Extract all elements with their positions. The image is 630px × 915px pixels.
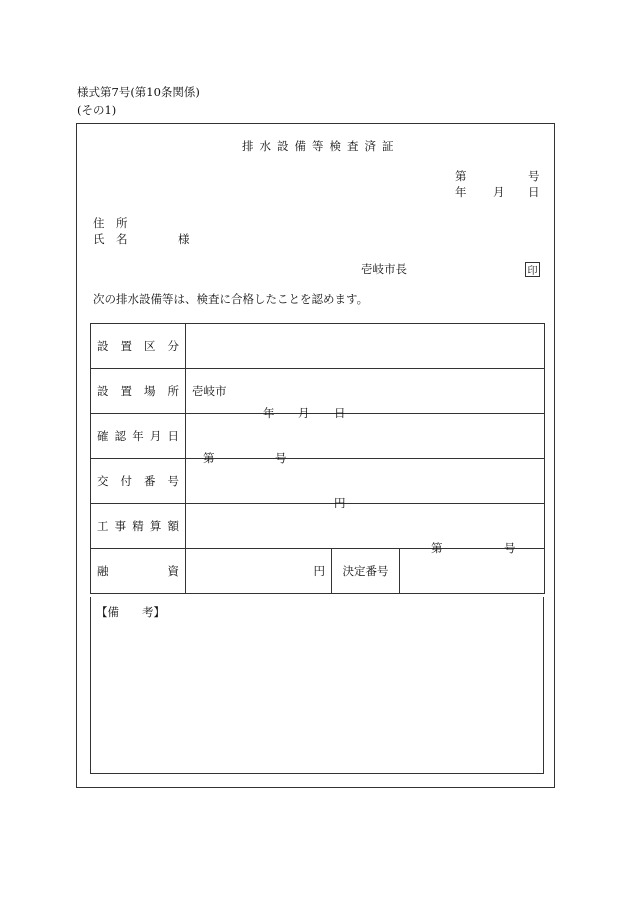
remarks-box xyxy=(90,597,544,774)
row-label-char: 融 xyxy=(97,564,109,578)
row-label xyxy=(91,459,186,504)
name-label: 氏 名 xyxy=(93,232,128,246)
row-label-char: 付 xyxy=(120,474,132,488)
row-label-char: 日 xyxy=(167,429,179,443)
row-label-char: 号 xyxy=(167,474,179,488)
row-label-char: 設 xyxy=(97,384,109,398)
row-label-char: 精 xyxy=(132,519,144,533)
confirm-month: 月 xyxy=(298,406,310,420)
remarks-label: 【備 考】 xyxy=(96,605,165,619)
row-label-char: 事 xyxy=(114,519,127,533)
details-table xyxy=(90,323,545,594)
table-row xyxy=(91,549,545,594)
issue-number-value xyxy=(186,451,545,504)
row-label-char: 設 xyxy=(97,339,109,353)
decision-number-label: 決定番号 xyxy=(332,549,400,594)
table-row xyxy=(91,504,545,549)
row-label xyxy=(91,504,186,549)
statement: 次の排水設備等は、検査に合格したことを認めます。 xyxy=(93,292,369,306)
row-label-char: 所 xyxy=(167,384,179,398)
table-row xyxy=(91,414,545,459)
form-number: 様式第7号(第10条関係) xyxy=(77,85,200,99)
address-label: 住 所 xyxy=(93,216,128,230)
row-label-char: 算 xyxy=(149,519,162,533)
decision-number-value xyxy=(400,541,545,594)
form-part: (その1) xyxy=(77,103,117,117)
installation-category-value xyxy=(186,324,545,369)
confirm-day: 日 xyxy=(334,406,346,420)
loan-amount-value: 円 xyxy=(186,549,332,594)
issue-number-prefix: 第 xyxy=(203,451,215,465)
confirm-year: 年 xyxy=(263,406,275,420)
construction-cost-value xyxy=(186,496,545,549)
table-row xyxy=(91,369,545,414)
cost-unit: 円 xyxy=(334,496,346,510)
honorific: 様 xyxy=(178,232,190,246)
row-label-char: 交 xyxy=(97,474,109,488)
row-label xyxy=(91,324,186,369)
row-label-char: 月 xyxy=(149,429,162,443)
row-label-char: 番 xyxy=(144,474,156,488)
row-label-char: 分 xyxy=(167,339,179,353)
row-label-char: 年 xyxy=(132,429,144,443)
table-row xyxy=(91,459,545,504)
number-prefix: 第 xyxy=(455,169,467,183)
decision-number-prefix: 第 xyxy=(431,541,443,555)
confirmation-date-value xyxy=(186,406,545,459)
issue-number-suffix: 号 xyxy=(275,451,287,465)
row-label xyxy=(91,369,186,414)
row-label-char: 区 xyxy=(144,339,156,353)
number-suffix: 号 xyxy=(528,169,540,183)
table-row xyxy=(91,324,545,369)
row-label-char: 確 xyxy=(97,429,109,443)
row-label-char: 置 xyxy=(120,384,132,398)
date-month: 月 xyxy=(493,185,505,199)
installation-location-value: 壱岐市 xyxy=(186,369,545,414)
row-label-char: 資 xyxy=(167,564,179,578)
row-label xyxy=(91,414,186,459)
date-year: 年 xyxy=(455,185,467,199)
row-label-char: 場 xyxy=(144,384,156,398)
decision-number-suffix: 号 xyxy=(504,541,516,555)
date-day: 日 xyxy=(528,185,540,199)
row-label-char: 認 xyxy=(114,429,127,443)
row-label xyxy=(91,549,186,594)
seal-mark: 印 xyxy=(525,262,540,277)
row-label-char: 工 xyxy=(97,519,109,533)
issuer-name: 壱岐市長 xyxy=(361,262,407,276)
document-title: 排水設備等検査済証 xyxy=(242,139,400,153)
row-label-char: 額 xyxy=(167,519,179,533)
row-label-char: 置 xyxy=(120,339,132,353)
